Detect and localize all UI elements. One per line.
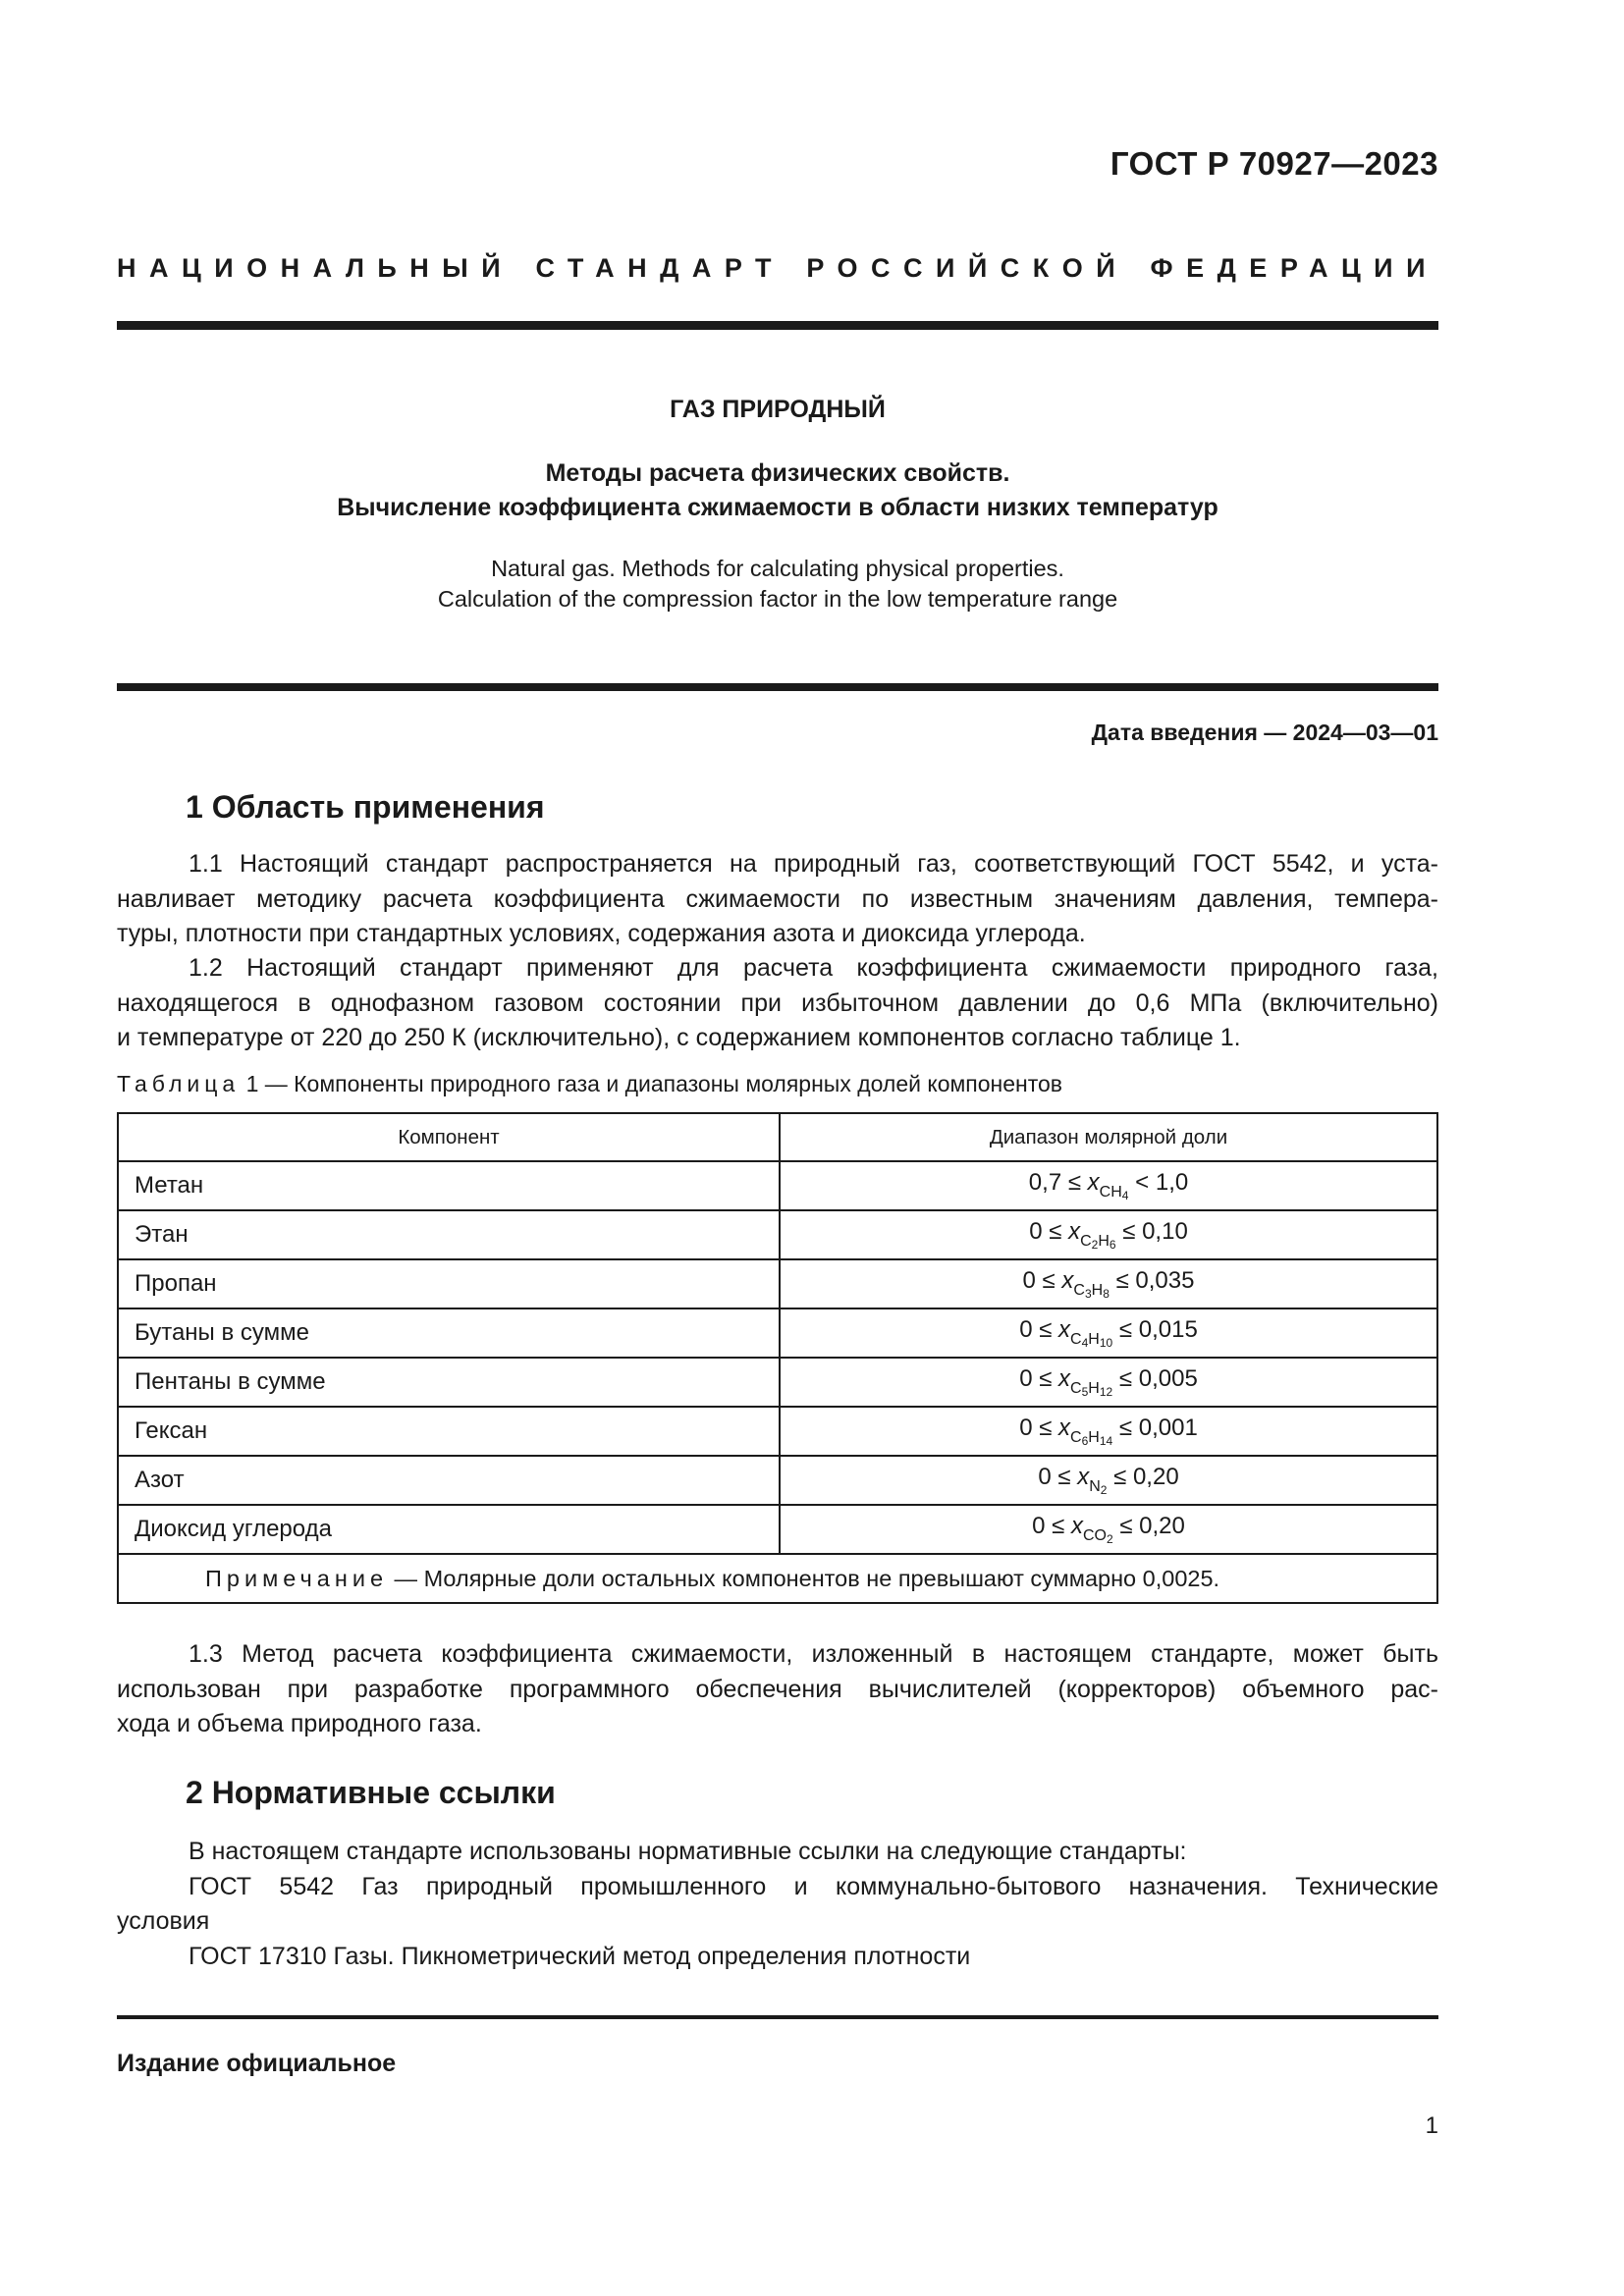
range-lower: 0 ≤	[1032, 1513, 1065, 1539]
range-lower: 0 ≤	[1022, 1267, 1056, 1294]
title-rule	[117, 683, 1438, 691]
paragraph-1-2	[117, 951, 1438, 1056]
paragraph-line: использован при разработке программного обеспечения вычислителей (корректоров) объемного рас-	[117, 1675, 1438, 1703]
formula-element: N	[1089, 1478, 1101, 1495]
standard-code: ГОСТ Р 70927—2023	[1110, 145, 1438, 182]
molar-fraction-range	[780, 1308, 1437, 1358]
chemical-formula	[1073, 1282, 1110, 1299]
table-1-caption	[117, 1071, 1062, 1097]
range-upper: < 1,0	[1135, 1169, 1189, 1196]
range-upper: ≤ 0,20	[1113, 1464, 1179, 1490]
table-row	[118, 1505, 1437, 1554]
formula-element: C	[1080, 1233, 1092, 1250]
english-title-line1: Natural gas. Methods for calculating physical properties.	[491, 556, 1064, 581]
paragraph-line: 1.1 Настоящий стандарт распространяется на природный газ, соответствующий ГОСТ 5542, и уста-	[189, 850, 1438, 878]
range-lower: 0 ≤	[1019, 1316, 1053, 1343]
variable-x: x	[1058, 1415, 1071, 1441]
paragraph-line: 1.2 Настоящий стандарт применяют для расчета коэффициента сжимаемости природного газа,	[189, 954, 1438, 982]
table-row	[118, 1161, 1437, 1210]
table-note	[118, 1554, 1437, 1603]
paragraph-line: туры, плотности при стандартных условиях, содержания азота и диоксида углерода.	[117, 920, 1086, 947]
page-number: 1	[1425, 2112, 1438, 2139]
formula-count: 3	[1084, 1287, 1092, 1301]
table-header-row	[118, 1113, 1437, 1161]
paragraph-line: 1.3 Метод расчета коэффициента сжимаемости, изложенный в настоящем стандарте, может быть	[189, 1640, 1438, 1668]
paragraph-line: В настоящем стандарте использованы нормативные ссылки на следующие стандарты:	[189, 1838, 1187, 1865]
range-lower: 0 ≤	[1019, 1365, 1053, 1392]
table-row	[118, 1308, 1437, 1358]
range-lower: 0 ≤	[1029, 1218, 1062, 1245]
table-note-label: Примечание	[205, 1565, 389, 1591]
formula-element: C	[1073, 1282, 1085, 1299]
component-name: Гексан	[118, 1407, 780, 1456]
range-upper: ≤ 0,015	[1118, 1316, 1198, 1343]
formula-count: 4	[1081, 1336, 1089, 1350]
chemical-formula	[1100, 1184, 1129, 1201]
formula-element: H	[1098, 1233, 1110, 1250]
molar-fraction-range	[780, 1161, 1437, 1210]
formula-element: H	[1088, 1380, 1100, 1397]
section-1-heading: 1 Область применения	[186, 789, 545, 825]
range-upper: ≤ 0,005	[1118, 1365, 1198, 1392]
molar-fraction-range	[780, 1210, 1437, 1259]
chemical-formula	[1089, 1478, 1107, 1495]
variable-x: x	[1077, 1464, 1090, 1490]
reference-gost-17310: ГОСТ 17310 Газы. Пикнометрический метод определения плотности	[189, 1942, 971, 1970]
component-name: Пропан	[118, 1259, 780, 1308]
component-name: Пентаны в сумме	[118, 1358, 780, 1407]
paragraph-1-1	[117, 847, 1438, 952]
paragraph-line: хода и объема природного газа.	[117, 1710, 482, 1737]
table-row	[118, 1407, 1437, 1456]
paragraph-line: навливает методику расчета коэффициента сжимаемости по известным значениям давления, темпера-	[117, 884, 1438, 913]
document-subtitle-line2: Вычисление коэффициента сжимаемости в области низких температур	[337, 494, 1218, 521]
table-caption-text: 1 — Компоненты природного газа и диапазоны молярных долей компонентов	[245, 1071, 1063, 1096]
range-upper: ≤ 0,20	[1119, 1513, 1185, 1539]
component-name: Метан	[118, 1161, 780, 1210]
formula-count: 6	[1109, 1238, 1116, 1252]
formula-count: 10	[1099, 1336, 1113, 1350]
component-name: Диоксид углерода	[118, 1505, 780, 1554]
formula-count: 12	[1099, 1385, 1113, 1399]
reference-gost-5542: ГОСТ 5542 Газ природный промышленного и коммунально-бытового назначения. Технические	[189, 1872, 1438, 1900]
formula-count: 8	[1103, 1287, 1110, 1301]
variable-x: x	[1058, 1365, 1071, 1392]
column-header-component: Компонент	[118, 1113, 780, 1161]
formula-count: 6	[1081, 1434, 1089, 1448]
molar-fraction-range	[780, 1259, 1437, 1308]
range-lower: 0 ≤	[1019, 1415, 1053, 1441]
chemical-formula	[1070, 1331, 1112, 1348]
range-lower: 0,7 ≤	[1028, 1169, 1081, 1196]
formula-element: C	[1099, 1184, 1111, 1201]
document-subtitle-line1: Методы расчета физических свойств.	[545, 459, 1010, 487]
table-caption-label: Таблица	[117, 1071, 241, 1096]
formula-element: CO	[1082, 1527, 1107, 1544]
paragraph-line: и температуре от 220 до 250 К (исключительно), с содержанием компонентов согласно таблице 1.	[117, 1024, 1241, 1051]
formula-element: C	[1070, 1380, 1082, 1397]
molar-fraction-range	[780, 1358, 1437, 1407]
component-name: Бутаны в сумме	[118, 1308, 780, 1358]
molar-fraction-range	[780, 1407, 1437, 1456]
formula-element: H	[1088, 1429, 1100, 1446]
chemical-formula	[1070, 1429, 1112, 1446]
introduction-date: Дата введения — 2024—03—01	[1091, 720, 1438, 745]
formula-count: 2	[1106, 1532, 1113, 1546]
molar-fraction-range	[780, 1456, 1437, 1505]
paragraph-line: находящегося в однофазном газовом состоянии при избыточном давлении до 0,6 МПа (включительно)	[117, 988, 1438, 1017]
chemical-formula	[1080, 1233, 1116, 1250]
table-note-row	[118, 1554, 1437, 1603]
components-table	[117, 1112, 1438, 1604]
formula-element: C	[1070, 1429, 1082, 1446]
table-row	[118, 1259, 1437, 1308]
chemical-formula	[1070, 1380, 1112, 1397]
table-body	[118, 1161, 1437, 1554]
variable-x: x	[1087, 1169, 1100, 1196]
formula-count: 2	[1091, 1238, 1099, 1252]
section-2-heading: 2 Нормативные ссылки	[186, 1775, 556, 1810]
table-row	[118, 1358, 1437, 1407]
formula-count: 14	[1099, 1434, 1113, 1448]
variable-x: x	[1068, 1218, 1081, 1245]
range-upper: ≤ 0,035	[1115, 1267, 1195, 1294]
formula-count: 5	[1081, 1385, 1089, 1399]
formula-element: H	[1091, 1282, 1104, 1299]
table-row	[118, 1456, 1437, 1505]
variable-x: x	[1058, 1316, 1071, 1343]
formula-element: H	[1110, 1184, 1122, 1201]
formula-element: H	[1088, 1331, 1100, 1348]
paragraph-1-3	[117, 1637, 1438, 1742]
paragraph-line: условия	[117, 1907, 210, 1935]
component-name: Этан	[118, 1210, 780, 1259]
component-name: Азот	[118, 1456, 780, 1505]
formula-element: C	[1070, 1331, 1082, 1348]
footer-rule	[117, 2015, 1438, 2019]
formula-count: 2	[1100, 1483, 1108, 1497]
national-standard-banner: НАЦИОНАЛЬНЫЙ СТАНДАРТ РОССИЙСКОЙ ФЕДЕРАЦИИ	[117, 253, 1438, 283]
variable-x: x	[1070, 1513, 1083, 1539]
range-lower: 0 ≤	[1038, 1464, 1071, 1490]
molar-fraction-range	[780, 1505, 1437, 1554]
english-title-line2: Calculation of the compression factor in the low temperature range	[437, 586, 1118, 612]
variable-x: x	[1061, 1267, 1074, 1294]
top-rule	[117, 321, 1438, 330]
range-upper: ≤ 0,001	[1118, 1415, 1198, 1441]
column-header-range: Диапазон молярной доли	[780, 1113, 1437, 1161]
table-row	[118, 1210, 1437, 1259]
paragraph-2	[117, 1835, 1438, 1974]
formula-count: 4	[1121, 1189, 1129, 1202]
document-title: ГАЗ ПРИРОДНЫЙ	[670, 396, 886, 423]
table-note-text: — Молярные доли остальных компонентов не превышают суммарно 0,0025.	[388, 1565, 1220, 1591]
official-edition-label: Издание официальное	[117, 2050, 397, 2077]
range-upper: ≤ 0,10	[1122, 1218, 1188, 1245]
chemical-formula	[1083, 1527, 1113, 1544]
